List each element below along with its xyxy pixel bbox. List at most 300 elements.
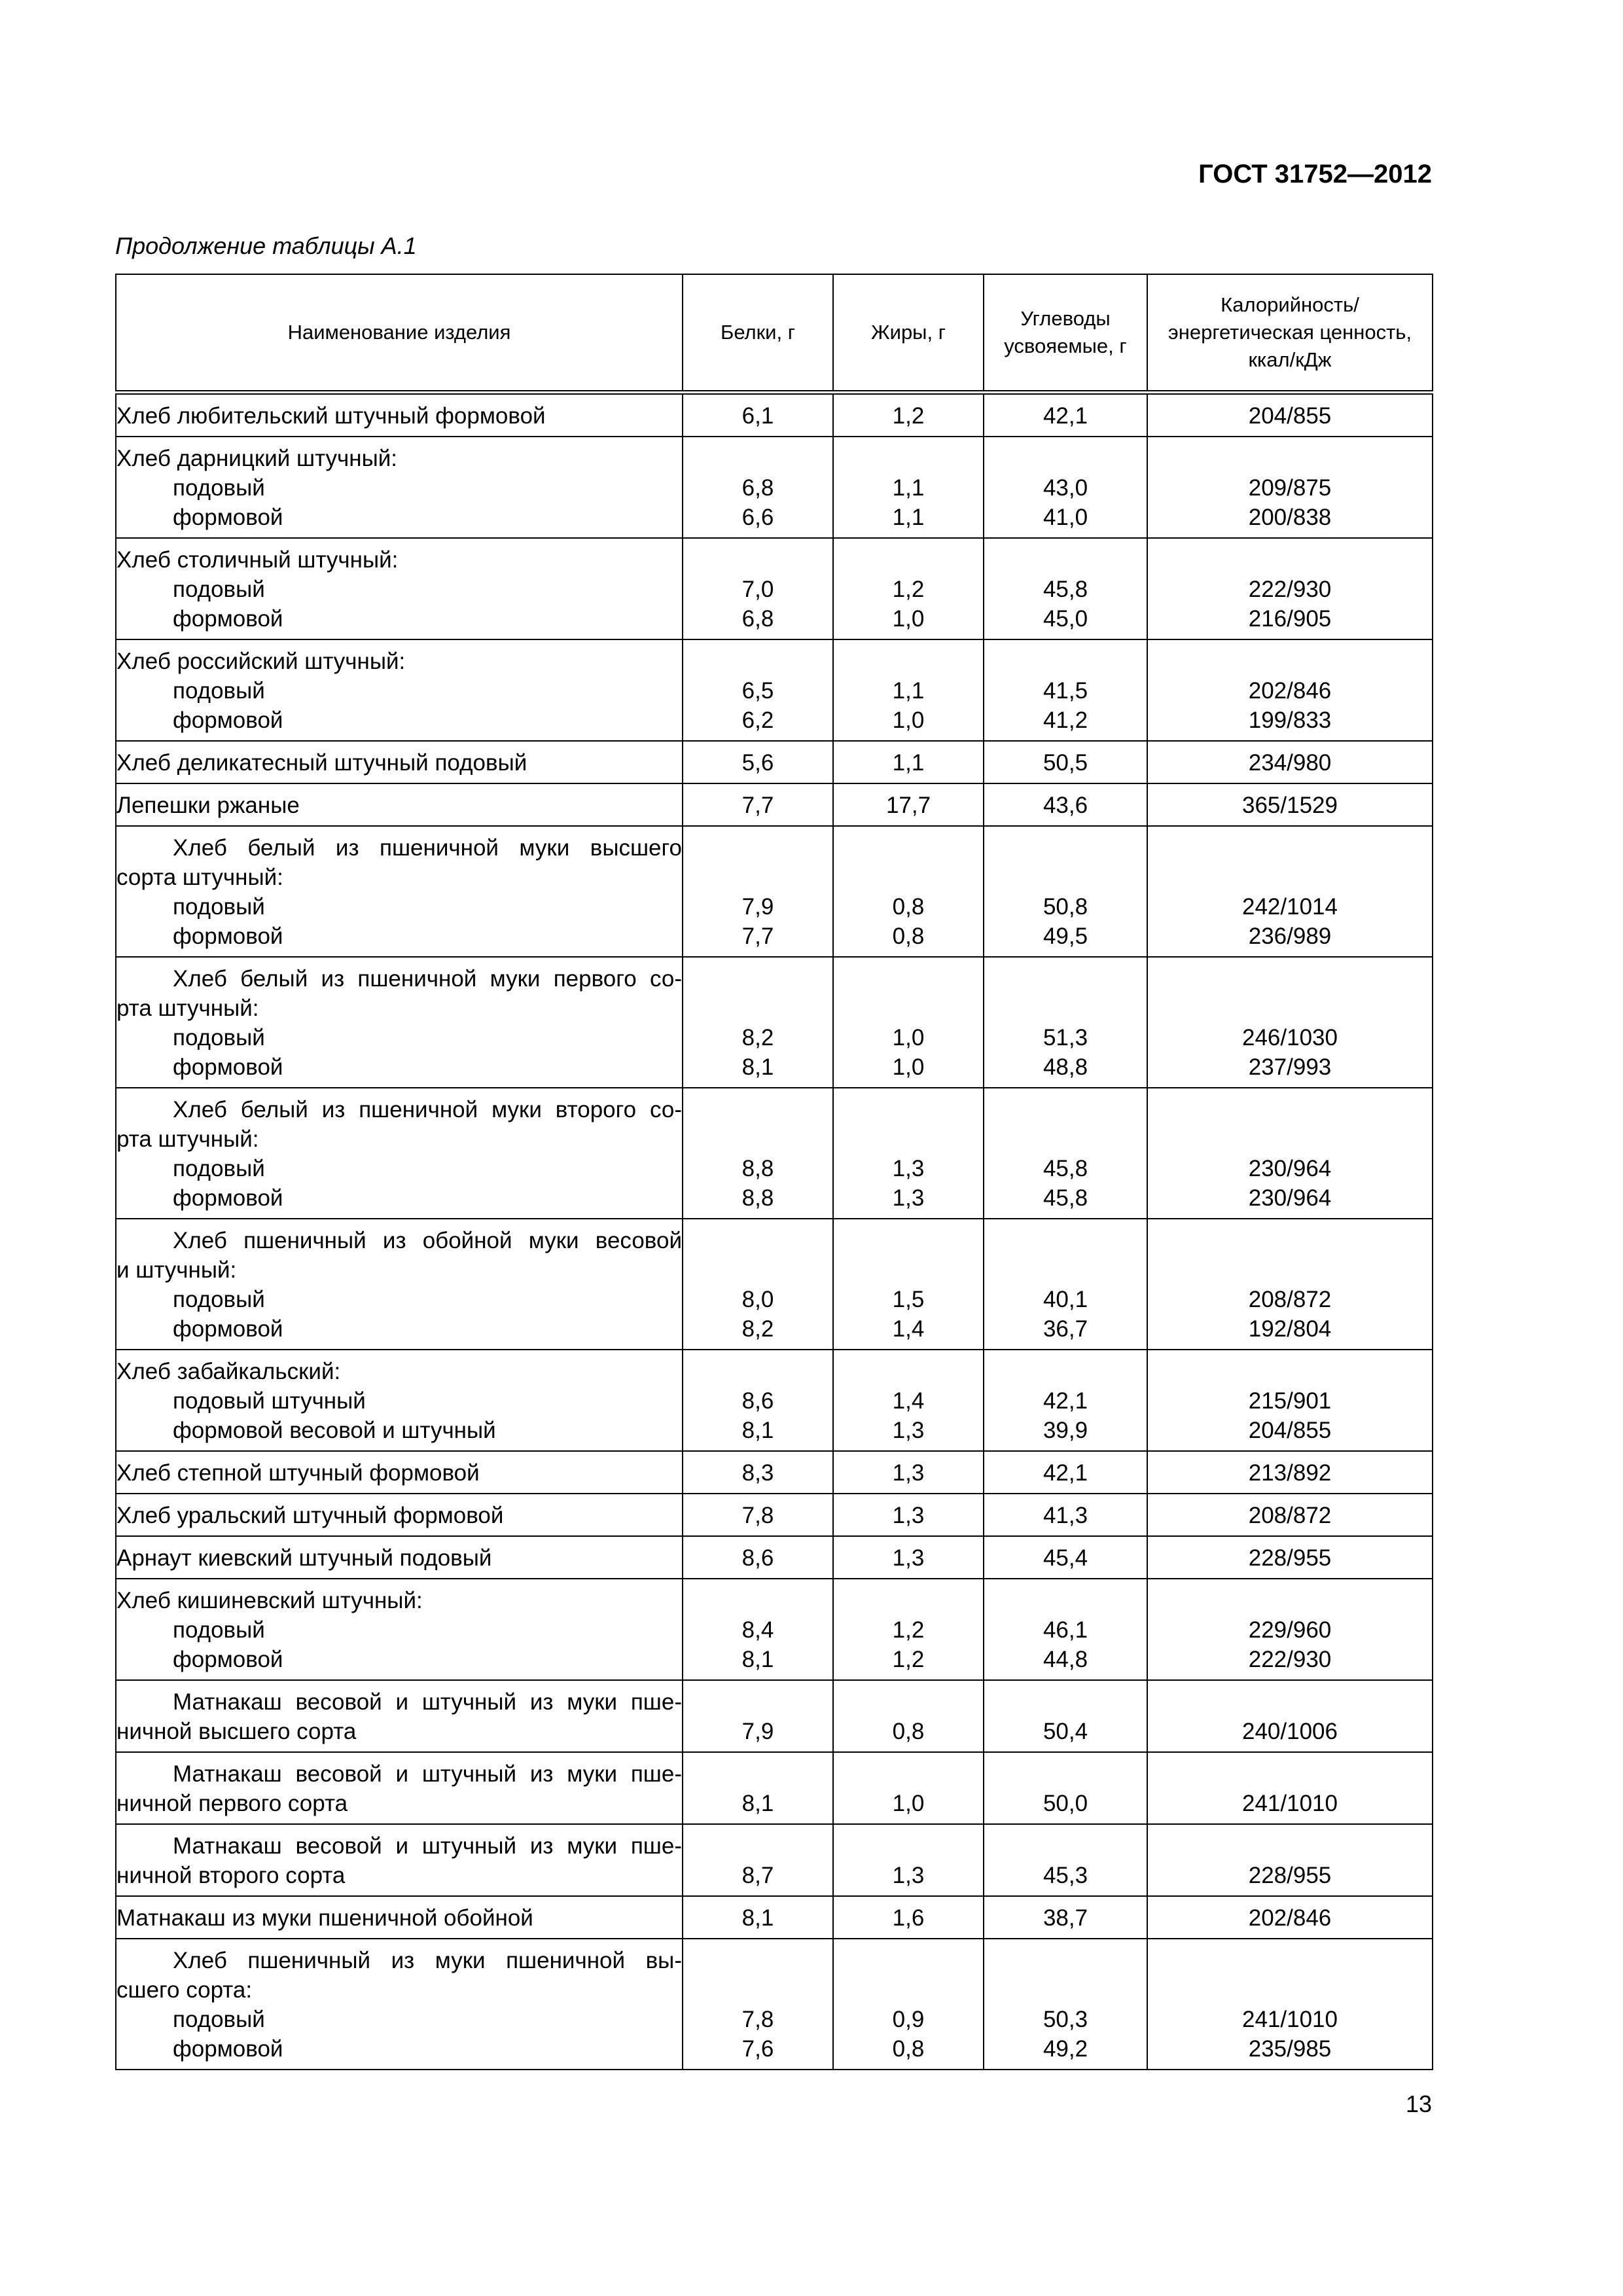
value-cell-fat [833, 1350, 984, 1451]
value: 241/1010 [1242, 1791, 1338, 1816]
blank-line [984, 1831, 1147, 1861]
table-row [116, 437, 1433, 538]
product-variant: подовый [173, 1156, 265, 1181]
value: 1,1 [892, 750, 925, 776]
product-name-cell [116, 826, 683, 957]
product-name-cell [116, 957, 683, 1088]
blank-line [683, 647, 832, 676]
nutrition-table [115, 274, 1433, 2070]
value: 50,8 [1043, 894, 1088, 920]
value-cell-energy [1147, 1350, 1433, 1451]
value-cell-energy [1147, 1451, 1433, 1494]
value-cell-fat [833, 1494, 984, 1536]
blank-line [834, 647, 983, 676]
table-row [116, 957, 1433, 1088]
value-cell-fat [833, 538, 984, 639]
product-name-line: Хлеб пшеничный из муки пшеничной вы- [173, 1948, 682, 1973]
blank-line [984, 1357, 1147, 1386]
blank-line [984, 833, 1147, 863]
value: 228/955 [1248, 1863, 1332, 1888]
value-cell-energy [1147, 1219, 1433, 1350]
product-name-line: Хлеб российский штучный: [116, 649, 406, 674]
value-cell-protein [683, 1350, 833, 1451]
value: 45,0 [1043, 606, 1088, 632]
value: 36,7 [1043, 1316, 1088, 1342]
value-cell-carbs [984, 1219, 1147, 1350]
value: 216/905 [1248, 606, 1332, 632]
blank-line [834, 1759, 983, 1789]
product-name-line: Арнаут киевский штучный подовый [116, 1545, 492, 1571]
value: 6,8 [741, 475, 774, 501]
value: 1,1 [892, 505, 925, 530]
value-cell-carbs [984, 1939, 1147, 2070]
blank-line [834, 994, 983, 1023]
blank-line [683, 1357, 832, 1386]
blank-line [984, 1687, 1147, 1717]
product-variant: формовой [173, 2036, 283, 2062]
product-name-line: Хлеб деликатесный штучный подовый [116, 750, 527, 776]
blank-line [984, 1255, 1147, 1285]
value: 213/892 [1248, 1460, 1332, 1486]
value: 7,8 [741, 2007, 774, 2032]
blank-line [984, 863, 1147, 892]
value: 236/989 [1248, 924, 1332, 949]
value: 1,1 [892, 678, 925, 704]
page-number: 13 [1405, 2090, 1432, 2117]
column-header-line: ккал/кДж [1248, 348, 1332, 371]
column-header-energy [1147, 274, 1433, 393]
value-cell-energy [1147, 437, 1433, 538]
column-header-protein [683, 274, 833, 393]
product-name-line: Матнакаш весовой и штучный из муки пше- [173, 1689, 682, 1715]
value: 1,3 [892, 1863, 925, 1888]
product-name-cell [116, 1494, 683, 1536]
value: 192/804 [1248, 1316, 1332, 1342]
product-variant: подовый [173, 894, 265, 920]
value: 48,8 [1043, 1054, 1088, 1080]
value: 8,0 [741, 1287, 774, 1312]
product-name-line: Хлеб пшеничный из обойной муки весовой [173, 1228, 682, 1253]
value-cell-protein [683, 826, 833, 957]
value: 242/1014 [1242, 894, 1338, 920]
value: 1,3 [892, 1460, 925, 1486]
value-cell-fat [833, 1088, 984, 1219]
blank-line [984, 964, 1147, 994]
blank-line [1148, 545, 1432, 575]
table-row [116, 741, 1433, 783]
product-name-cell [116, 1088, 683, 1219]
value-cell-energy [1147, 957, 1433, 1088]
value: 1,4 [892, 1388, 925, 1414]
table-row [116, 538, 1433, 639]
blank-line [984, 1226, 1147, 1255]
value: 42,1 [1043, 1460, 1088, 1486]
value-cell-fat [833, 1219, 984, 1350]
value-cell-protein [683, 1494, 833, 1536]
value: 1,5 [892, 1287, 925, 1312]
value-cell-carbs [984, 957, 1147, 1088]
value-cell-protein [683, 1451, 833, 1494]
value-cell-carbs [984, 1680, 1147, 1752]
value: 1,3 [892, 1503, 925, 1528]
blank-line [1148, 1095, 1432, 1124]
product-name-cell [116, 783, 683, 826]
value: 208/872 [1248, 1503, 1332, 1528]
value-cell-fat [833, 741, 984, 783]
product-name-line: Хлеб забайкальский: [116, 1359, 341, 1384]
value-cell-carbs [984, 741, 1147, 783]
value: 204/855 [1248, 403, 1332, 429]
value: 50,3 [1043, 2007, 1088, 2032]
blank-line [834, 1124, 983, 1154]
value: 7,6 [741, 2036, 774, 2062]
value-cell-carbs [984, 1579, 1147, 1680]
value: 8,8 [741, 1156, 774, 1181]
value: 200/838 [1248, 505, 1332, 530]
value: 46,1 [1043, 1617, 1088, 1643]
column-header-line: Углеводы [1020, 307, 1111, 330]
product-variant: подовый [173, 577, 265, 602]
value: 6,2 [741, 708, 774, 733]
blank-line [834, 1975, 983, 2005]
value: 44,8 [1043, 1647, 1088, 1672]
blank-line [834, 444, 983, 473]
blank-line [834, 545, 983, 575]
value: 7,8 [741, 1503, 774, 1528]
value: 41,5 [1043, 678, 1088, 704]
value: 17,7 [885, 793, 931, 818]
value: 365/1529 [1242, 793, 1338, 818]
blank-line [683, 1255, 832, 1285]
value: 1,0 [892, 1025, 925, 1050]
value: 202/846 [1248, 678, 1332, 704]
value: 230/964 [1248, 1156, 1332, 1181]
blank-line [683, 1124, 832, 1154]
blank-line [834, 1586, 983, 1615]
table-row [116, 1219, 1433, 1350]
table-row [116, 1579, 1433, 1680]
blank-line [683, 1975, 832, 2005]
blank-line [683, 1759, 832, 1789]
product-variant: подовый [173, 678, 265, 704]
value-cell-carbs [984, 639, 1147, 741]
product-variant: формовой [173, 924, 283, 949]
blank-line [683, 1586, 832, 1615]
table-row [116, 639, 1433, 741]
value: 8,1 [741, 1647, 774, 1672]
product-name-line: Хлеб белый из пшеничной муки первого со- [173, 966, 682, 992]
product-name-line: рта штучный: [116, 996, 259, 1021]
product-variant: подовый [173, 475, 265, 501]
product-name-cell [116, 1536, 683, 1579]
value: 8,3 [741, 1460, 774, 1486]
value: 1,2 [892, 403, 925, 429]
column-header-line: усвояемые, г [1004, 334, 1127, 357]
blank-line [1148, 964, 1432, 994]
value-cell-carbs [984, 1451, 1147, 1494]
value-cell-fat [833, 1536, 984, 1579]
value-cell-fat [833, 1752, 984, 1824]
value: 8,4 [741, 1617, 774, 1643]
blank-line [984, 1124, 1147, 1154]
value: 42,1 [1043, 1388, 1088, 1414]
blank-line [683, 1946, 832, 1975]
value: 1,1 [892, 475, 925, 501]
value: 6,6 [741, 505, 774, 530]
value: 43,0 [1043, 475, 1088, 501]
blank-line [1148, 444, 1432, 473]
value-cell-fat [833, 1451, 984, 1494]
product-variant: формовой [173, 708, 283, 733]
column-header-line: Калорийность/ [1221, 293, 1359, 316]
table-row [116, 826, 1433, 957]
value: 222/930 [1248, 577, 1332, 602]
blank-line [834, 1255, 983, 1285]
product-name-line: Хлеб белый из пшеничной муки второго со- [173, 1097, 682, 1122]
product-name-line: Хлеб любительский штучный формовой [116, 403, 546, 429]
value: 41,2 [1043, 708, 1088, 733]
value: 49,5 [1043, 924, 1088, 949]
value: 8,1 [741, 1905, 774, 1931]
value-cell-fat [833, 1939, 984, 2070]
value: 7,7 [741, 793, 774, 818]
value-cell-fat [833, 1824, 984, 1896]
blank-line [683, 1095, 832, 1124]
value: 208/872 [1248, 1287, 1332, 1312]
value: 1,4 [892, 1316, 925, 1342]
product-name-line: сорта штучный: [116, 865, 283, 890]
value-cell-carbs [984, 1824, 1147, 1896]
product-name-cell [116, 1219, 683, 1350]
value-cell-energy [1147, 538, 1433, 639]
value: 6,1 [741, 403, 774, 429]
value-cell-energy [1147, 1680, 1433, 1752]
value-cell-protein [683, 1896, 833, 1939]
blank-line [1148, 1759, 1432, 1789]
value-cell-carbs [984, 1088, 1147, 1219]
product-variant: формовой [173, 606, 283, 632]
product-variant: подовый [173, 2007, 265, 2032]
blank-line [834, 1687, 983, 1717]
blank-line [1148, 994, 1432, 1023]
value-cell-energy [1147, 741, 1433, 783]
value: 45,8 [1043, 1156, 1088, 1181]
blank-line [1148, 1357, 1432, 1386]
value: 1,0 [892, 1791, 925, 1816]
value: 49,2 [1043, 2036, 1088, 2062]
column-header-line: Жиры, г [871, 321, 946, 344]
product-variant: формовой [173, 1647, 283, 1672]
table-row [116, 1752, 1433, 1824]
value-cell-carbs [984, 783, 1147, 826]
product-variant: подовый [173, 1025, 265, 1050]
table-row [116, 1350, 1433, 1451]
blank-line [1148, 1124, 1432, 1154]
blank-line [834, 833, 983, 863]
value: 1,0 [892, 1054, 925, 1080]
product-name-cell [116, 1939, 683, 2070]
product-name-cell [116, 1824, 683, 1896]
blank-line [1148, 1226, 1432, 1255]
blank-line [984, 545, 1147, 575]
product-variant: подовый [173, 1287, 265, 1312]
value-cell-protein [683, 1536, 833, 1579]
document-code: ГОСТ 31752—2012 [1198, 160, 1432, 188]
blank-line [834, 964, 983, 994]
product-name-cell [116, 1896, 683, 1939]
table-row [116, 1896, 1433, 1939]
value: 8,1 [741, 1054, 774, 1080]
blank-line [984, 1586, 1147, 1615]
value: 43,6 [1043, 793, 1088, 818]
column-header-line: энергетическая ценность, [1168, 321, 1412, 344]
value: 8,7 [741, 1863, 774, 1888]
product-name-line: Матнакаш весовой и штучный из муки пше- [173, 1761, 682, 1787]
column-header-fat [833, 274, 984, 393]
value: 235/985 [1248, 2036, 1332, 2062]
value-cell-protein [683, 1088, 833, 1219]
blank-line [834, 863, 983, 892]
value: 199/833 [1248, 708, 1332, 733]
value-cell-protein [683, 1579, 833, 1680]
value: 237/993 [1248, 1054, 1332, 1080]
blank-line [1148, 1946, 1432, 1975]
value: 45,8 [1043, 577, 1088, 602]
value: 42,1 [1043, 403, 1088, 429]
value: 39,9 [1043, 1418, 1088, 1443]
value: 0,8 [892, 1719, 925, 1744]
blank-line [834, 1226, 983, 1255]
blank-line [834, 1095, 983, 1124]
value: 50,0 [1043, 1791, 1088, 1816]
value-cell-protein [683, 538, 833, 639]
value-cell-protein [683, 783, 833, 826]
value: 8,8 [741, 1185, 774, 1211]
value: 1,2 [892, 1617, 925, 1643]
value-cell-carbs [984, 393, 1147, 437]
product-name-line: Хлеб столичный штучный: [116, 547, 399, 573]
value-cell-protein [683, 1752, 833, 1824]
table-row [116, 1939, 1433, 2070]
value: 1,3 [892, 1156, 925, 1181]
product-variant: формовой весовой и штучный [173, 1418, 496, 1443]
product-name-cell [116, 393, 683, 437]
blank-line [683, 994, 832, 1023]
blank-line [834, 1357, 983, 1386]
value-cell-carbs [984, 1494, 1147, 1536]
table-row [116, 1536, 1433, 1579]
table-caption: Продолжение таблицы А.1 [115, 232, 417, 259]
value-cell-protein [683, 639, 833, 741]
value-cell-energy [1147, 1494, 1433, 1536]
blank-line [683, 1226, 832, 1255]
value-cell-fat [833, 957, 984, 1088]
value-cell-energy [1147, 1824, 1433, 1896]
blank-line [834, 1831, 983, 1861]
value-cell-energy [1147, 1536, 1433, 1579]
value: 1,3 [892, 1418, 925, 1443]
product-name-cell [116, 1579, 683, 1680]
value: 1,2 [892, 1647, 925, 1672]
product-name-cell [116, 1451, 683, 1494]
product-name-line: ничной второго сорта [116, 1863, 346, 1888]
value: 1,0 [892, 606, 925, 632]
table-row [116, 393, 1433, 437]
value-cell-carbs [984, 538, 1147, 639]
value: 1,3 [892, 1545, 925, 1571]
value: 8,6 [741, 1545, 774, 1571]
value: 1,0 [892, 708, 925, 733]
blank-line [1148, 1831, 1432, 1861]
blank-line [1148, 647, 1432, 676]
blank-line [1148, 833, 1432, 863]
value: 230/964 [1248, 1185, 1332, 1211]
value-cell-protein [683, 1824, 833, 1896]
value-cell-energy [1147, 783, 1433, 826]
value: 7,0 [741, 577, 774, 602]
product-variant: подовый штучный [173, 1388, 366, 1414]
product-name-cell [116, 437, 683, 538]
blank-line [984, 1946, 1147, 1975]
value: 1,2 [892, 577, 925, 602]
product-name-cell [116, 538, 683, 639]
product-name-cell [116, 1752, 683, 1824]
value-cell-carbs [984, 1536, 1147, 1579]
column-header-line: Наименование изделия [287, 321, 511, 344]
blank-line [683, 545, 832, 575]
table-header-row [116, 274, 1433, 393]
column-header-name [116, 274, 683, 393]
product-name-cell [116, 1680, 683, 1752]
product-name-line: Хлеб степной штучный формовой [116, 1460, 480, 1486]
value: 45,4 [1043, 1545, 1088, 1571]
product-name-line: Хлеб белый из пшеничной муки высшего [173, 835, 682, 861]
value-cell-fat [833, 826, 984, 957]
value-cell-fat [833, 437, 984, 538]
blank-line [683, 444, 832, 473]
product-variant: формовой [173, 1316, 283, 1342]
table-row [116, 1494, 1433, 1536]
product-variant: подовый [173, 1617, 265, 1643]
blank-line [834, 1946, 983, 1975]
value-cell-energy [1147, 826, 1433, 957]
column-header-line: Белки, г [720, 321, 796, 344]
value: 241/1010 [1242, 2007, 1338, 2032]
value: 0,8 [892, 924, 925, 949]
column-header-carbs [984, 274, 1147, 393]
value-cell-protein [683, 1680, 833, 1752]
value-cell-carbs [984, 1350, 1147, 1451]
blank-line [1148, 1586, 1432, 1615]
blank-line [683, 964, 832, 994]
value-cell-energy [1147, 639, 1433, 741]
value: 7,7 [741, 924, 774, 949]
blank-line [984, 444, 1147, 473]
value: 51,3 [1043, 1025, 1088, 1050]
value-cell-carbs [984, 1896, 1147, 1939]
value: 7,9 [741, 894, 774, 920]
value-cell-protein [683, 437, 833, 538]
value: 6,5 [741, 678, 774, 704]
product-name-cell [116, 1350, 683, 1451]
value: 202/846 [1248, 1905, 1332, 1931]
value-cell-fat [833, 1680, 984, 1752]
value-cell-fat [833, 1579, 984, 1680]
value: 204/855 [1248, 1418, 1332, 1443]
value-cell-fat [833, 783, 984, 826]
product-name-line: Матнакаш весовой и штучный из муки пше- [173, 1833, 682, 1859]
value: 45,8 [1043, 1185, 1088, 1211]
